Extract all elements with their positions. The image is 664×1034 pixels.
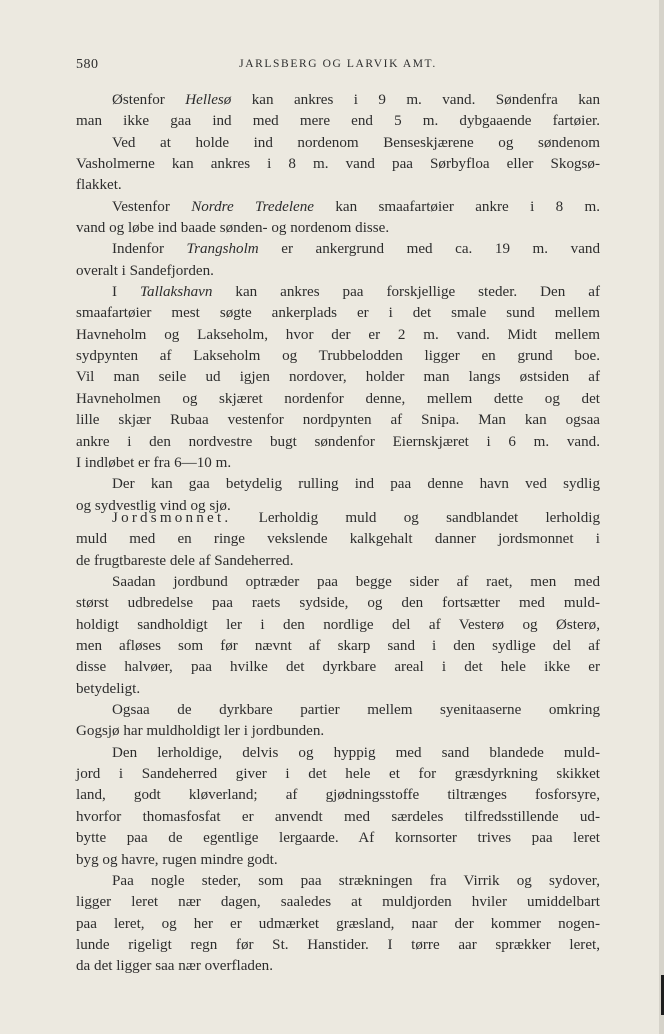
text-line: Ved at holde ind nordenom Benseskjærene og søndenom (112, 134, 600, 151)
text-line: Vestenfor Nordre Tredelene kan smaafartøier ankre i 8 m. (112, 198, 600, 215)
text-line: holdigt sandholdigt ler i den nordlige del af Vesterø og Østerø, (76, 616, 600, 633)
page-number: 580 (76, 57, 99, 72)
text-line: ligger leret nær dagen, saaledes at muldjorden hviler umiddelbart (76, 894, 600, 911)
text-line: muld med en ringe vekslende kalkgehalt danner jordsmonnet i (76, 531, 600, 548)
text-line: Paa nogle steder, som paa strækningen fra Virrik og sydover, (112, 872, 600, 889)
text-line: lille skjær Rubaa vestenfor nordpynten af Snipa. Man kan ogsaa (76, 412, 600, 429)
text-line: byg og havre, rugen mindre godt. (76, 851, 278, 868)
text-line: I indløbet er fra 6—10 m. (76, 454, 232, 471)
text-line: ankre i den nordvestre bugt søndenfor Eiernskjæret i 6 m. vand. (76, 433, 600, 450)
section-heading: Jordsmonnet. (112, 510, 232, 526)
page-edge-shadow (659, 0, 664, 1034)
text-line: Jordsmonnet. Lerholdig muld og sandblandet lerholdig (112, 510, 600, 526)
text-line: hvorfor thomasfosfat er anvendt med særdeles tilfredsstillende ud- (76, 808, 600, 825)
text-line: Havneholmen og skjæret nordenfor denne, mellem dette og det (76, 390, 600, 407)
text-line: Ogsaa de dyrkbare partier mellem syenitaaserne omkring (112, 702, 600, 719)
text-line: bytte paa de egentlige lergaarde. Af kornsorter trives paa leret (76, 830, 600, 847)
text-line: Saadan jordbund optræder paa begge sider af raet, men med (112, 574, 600, 591)
text-line: da det ligger saa nær overfladen. (76, 958, 273, 975)
paragraphs-soil (76, 508, 600, 978)
text-line: Havneholm og Lakseholm, hvor der er 2 m. vand. Midt mellem (76, 326, 600, 343)
text-line: størst udbredelse paa raets sydside, og den fortsætter med muld- (76, 595, 600, 612)
text-line: de frugtbareste dele af Sandeherred. (76, 552, 294, 569)
text-line: man ikke gaa ind med mere end 5 m. dybgaaende fartøier. (76, 113, 600, 130)
text-line: Vil man seile ud igjen nordover, holder man langs østsiden af (76, 369, 600, 386)
page-header (76, 57, 600, 77)
text-line: paa leret, og her er udmærket græsland, naar der kommer nogen- (76, 915, 600, 932)
text-line: Østenfor Hellesø kan ankres i 9 m. vand. Søndenfra kan (112, 92, 600, 108)
text-line: lunde rigeligt regn før St. Hanstider. I tørre aar sprækker leret, (76, 936, 600, 953)
running-title: JARLSBERG OG LARVIK AMT. (239, 58, 437, 70)
text-line: Der kan gaa betydelig rulling ind paa denne havn ved sydlig (112, 476, 600, 493)
text-line: betydeligt. (76, 680, 141, 697)
text-line: disse halvøer, paa hvilke det dyrkbare areal i det hele ikke er (76, 659, 600, 676)
text-line: Vasholmerne kan ankres i 8 m. vand paa Sørbyfloa eller Skogsø- (76, 156, 600, 173)
paragraphs-anchorage (76, 90, 600, 517)
text-line: vand og løbe ind baade sønden- og nordenom disse. (76, 220, 390, 237)
text-line: land, godt kløverland; af gjødningsstoffe tiltrænges fosforsyre, (76, 787, 600, 804)
text-line: I Tallakshavn kan ankres paa forskjellige steder. Den af (112, 284, 600, 301)
text-line: smaafartøier mest søgte ankerplads er i det smale sund mellem (76, 305, 600, 322)
text-line: flakket. (76, 177, 122, 194)
text-line: jord i Sandeherred giver i det hele et for græsdyrkning skikket (76, 766, 600, 783)
text-line: overalt i Sandefjorden. (76, 262, 214, 279)
text-line: men afløses som før nævnt af skarp sand i den sydlige del af (76, 638, 600, 655)
text-line: sydpynten af Lakseholm og Trubbelodden ligger en grund boe. (76, 348, 600, 365)
text-line: Gogsjø har muldholdigt ler i jordbunden. (76, 723, 325, 740)
text-line: Indenfor Trangsholm er ankergrund med ca. 19 m. vand (112, 241, 600, 258)
text-line: og sydvestlig vind og sjø. (76, 497, 231, 514)
text-line: Den lerholdige, delvis og hyppig med sand blandede muld- (112, 744, 600, 761)
